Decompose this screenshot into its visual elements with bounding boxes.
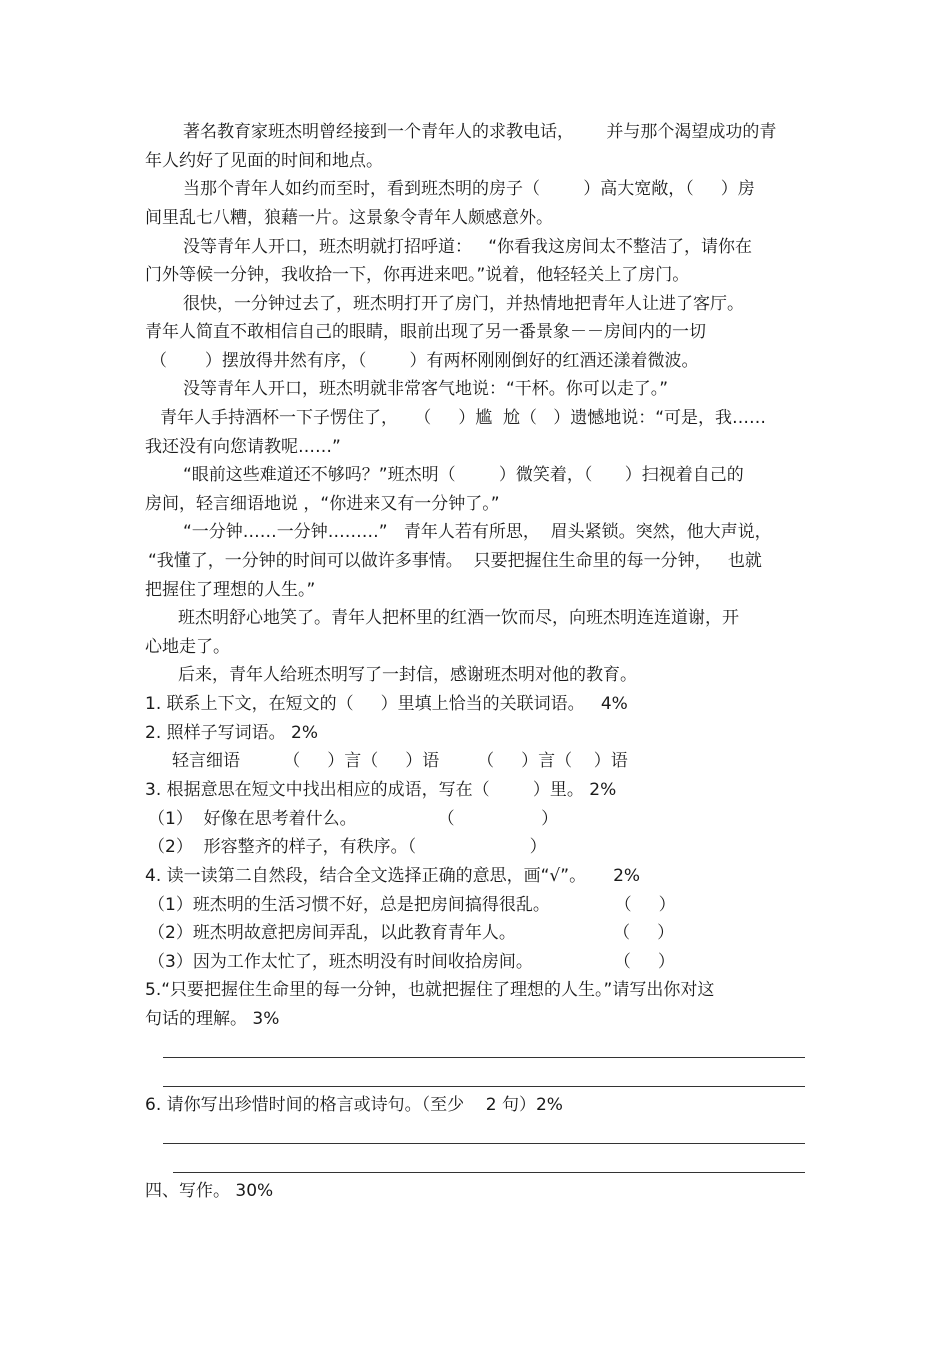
answer-line: [173, 1172, 805, 1173]
question-3: 3. 根据意思在短文中找出相应的成语，写在（ ）里。 2%: [145, 780, 617, 800]
question-3-item: （1） 好像在思考着什么。 （ ）: [148, 809, 559, 829]
passage-line: 青年人手持酒杯一下子愣住了， （ ）尴 尬（ ）遗憾地说：“可是，我……: [160, 408, 767, 428]
passage-line: 我还没有向您请教呢……”: [145, 437, 341, 457]
passage-line: 房间，轻言细语地说 ，“你进来又有一分钟了。”: [145, 494, 500, 514]
question-4-option: （2）班杰明故意把房间弄乱，以此教育青年人。 （ ）: [148, 923, 675, 943]
passage-line: （ ）摆放得井然有序，（ ）有两杯刚刚倒好的红酒还漾着微波。: [150, 351, 699, 371]
question-1: 1. 联系上下文，在短文的（ ）里填上恰当的关联词语。 4%: [145, 694, 628, 714]
question-5-cont: 句话的理解。 3%: [145, 1009, 280, 1029]
passage-line: 班杰明舒心地笑了。青年人把杯里的红酒一饮而尽，向班杰明连连道谢，开: [178, 608, 739, 628]
passage-line: “我懂了，一分钟的时间可以做许多事情。 只要把握住生命里的每一分钟， 也就: [148, 551, 762, 571]
passage-line: 当那个青年人如约而至时，看到班杰明的房子（ ）高大宽敞，（ ）房: [183, 179, 755, 199]
passage-line: 后来，青年人给班杰明写了一封信，感谢班杰明对他的教育。: [178, 665, 637, 685]
passage-line: 没等青年人开口，班杰明就非常客气地说：“干杯。你可以走了。”: [183, 379, 669, 399]
section-heading: 四、写作。 30%: [145, 1181, 274, 1201]
passage-line: 很快，一分钟过去了，班杰明打开了房门，并热情地把青年人让进了客厅。: [183, 294, 744, 314]
passage-line: “眼前这些难道还不够吗？”班杰明（ ）微笑着，（ ）扫视着自己的: [183, 465, 744, 485]
question-5: 5.“只要把握住生命里的每一分钟，也就把握住了理想的人生。”请写出你对这: [145, 980, 715, 1000]
question-2: 2. 照样子写词语。 2%: [145, 723, 318, 743]
passage-line: 把握住了理想的人生。”: [145, 580, 316, 600]
passage-line: “一分钟……一分钟………” 青年人若有所思， 眉头紧锁。突然，他大声说，: [183, 522, 772, 542]
passage-line: 年人约好了见面的时间和地点。: [145, 151, 383, 171]
passage-line: 门外等候一分钟，我收拾一下，你再进来吧。”说着，他轻轻关上了房门。: [145, 265, 690, 285]
passage-line: 著名教育家班杰明曾经接到一个青年人的求教电话， 并与那个渴望成功的青: [183, 122, 777, 142]
question-4: 4. 读一读第二自然段，结合全文选择正确的意思，画“√”。 2%: [145, 866, 641, 886]
answer-line: [163, 1086, 805, 1087]
answer-line: [163, 1057, 805, 1058]
passage-line: 心地走了。: [145, 637, 230, 657]
question-4-option: （1）班杰明的生活习惯不好，总是把房间搞得很乱。 （ ）: [148, 895, 676, 915]
answer-line: [163, 1143, 805, 1144]
passage-line: 没等青年人开口，班杰明就打招呼道： “你看我这房间太不整洁了，请你在: [183, 237, 753, 257]
question-3-item: （2） 形容整齐的样子，有秩序。（ ）: [148, 837, 547, 857]
passage-line: 青年人简直不敢相信自己的眼睛，眼前出现了另一番景象－－房间内的一切: [145, 322, 706, 342]
question-6: 6. 请你写出珍惜时间的格言或诗句。（至少 2 句）2%: [145, 1095, 563, 1115]
question-4-option: （3）因为工作太忙了，班杰明没有时间收拾房间。 （ ）: [148, 952, 675, 972]
question-2-example: 轻言细语 （ ）言（ ）语 （ ）言（ ）语: [172, 751, 628, 771]
passage-line: 间里乱七八糟，狼藉一片。这景象令青年人颇感意外。: [145, 208, 553, 228]
